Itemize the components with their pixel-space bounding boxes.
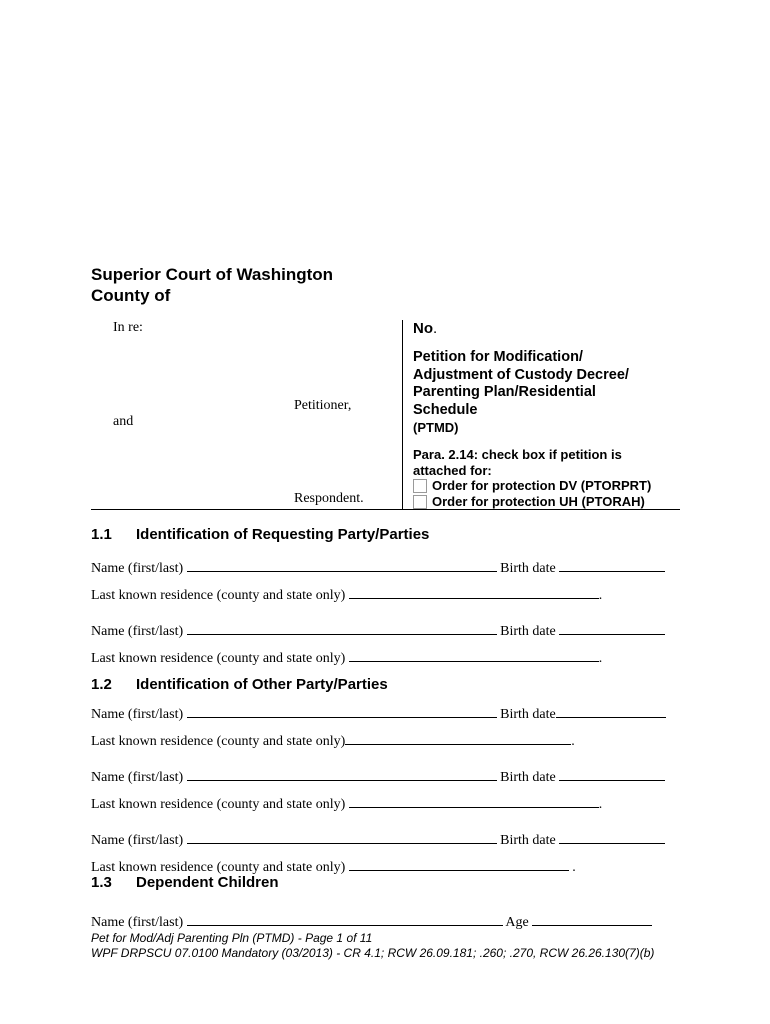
court-name: Superior Court of Washington <box>91 265 334 284</box>
name-label: Name (first/last) <box>91 770 184 785</box>
residence-field[interactable] <box>349 649 599 662</box>
birth-date-label: Birth date <box>500 833 556 848</box>
respondent-label: Respondent. <box>294 491 364 506</box>
other-party-1-residence-row <box>91 732 575 750</box>
name-field[interactable] <box>187 768 497 781</box>
section-1-3-heading <box>91 874 279 891</box>
section-1-2-heading <box>91 676 388 693</box>
residence-label: Last known residence (county and state only) <box>91 860 346 875</box>
residence-label: Last known residence (county and state only) <box>91 734 346 749</box>
name-field[interactable] <box>187 831 497 844</box>
checkbox-row-uh[interactable] <box>413 494 645 509</box>
other-party-2-name-row <box>91 768 665 786</box>
residence-label: Last known residence (county and state only) <box>91 797 346 812</box>
checkbox-dv[interactable] <box>413 479 427 493</box>
residence-field[interactable] <box>349 858 569 871</box>
residence-label: Last known residence (county and state only) <box>91 651 346 666</box>
birth-date-label: Birth date <box>500 624 556 639</box>
name-field[interactable] <box>187 559 497 572</box>
birth-date-field[interactable] <box>559 622 665 635</box>
residence-field[interactable] <box>349 586 599 599</box>
name-label: Name (first/last) <box>91 624 184 639</box>
case-number <box>413 320 437 337</box>
county-label: County of <box>91 286 171 305</box>
para-note-line: Para. 2.14: check box if petition is <box>413 447 622 462</box>
checkbox-uh-label: Order for protection UH (PTORAH) <box>432 494 645 509</box>
residence-label: Last known residence (county and state only) <box>91 588 346 603</box>
age-field[interactable] <box>532 913 652 926</box>
document-title <box>413 349 673 437</box>
section-title: Identification of Requesting Party/Parties <box>136 526 430 543</box>
checkbox-uh[interactable] <box>413 495 427 509</box>
requesting-party-2-residence-row <box>91 649 602 667</box>
birth-date-field[interactable] <box>559 559 665 572</box>
period: . <box>598 588 603 603</box>
child-1-name-row <box>91 913 652 931</box>
section-title: Identification of Other Party/Parties <box>136 676 388 693</box>
case-number-suffix: . <box>433 320 438 337</box>
period: . <box>571 734 575 749</box>
name-label: Name (first/last) <box>91 561 184 576</box>
period: . <box>598 797 603 812</box>
other-party-3-name-row <box>91 831 665 849</box>
caption-rule-left <box>91 509 403 510</box>
name-field[interactable] <box>187 913 503 926</box>
other-party-1-name-row <box>91 705 666 723</box>
and-label: and <box>113 414 134 429</box>
other-party-2-residence-row <box>91 795 602 813</box>
age-label: Age <box>505 915 529 930</box>
birth-date-field[interactable] <box>559 831 665 844</box>
in-re-label: In re: <box>113 320 143 335</box>
case-number-label: No <box>413 320 433 337</box>
name-label: Name (first/last) <box>91 707 184 722</box>
caption-divider <box>402 320 403 510</box>
name-label: Name (first/last) <box>91 833 184 848</box>
document-title-line: Parenting Plan/Residential <box>413 384 596 400</box>
document-title-line: Adjustment of Custody Decree/ <box>413 366 629 383</box>
requesting-party-2-name-row <box>91 622 665 640</box>
birth-date-label: Birth date <box>500 707 556 722</box>
residence-field[interactable] <box>349 795 599 808</box>
birth-date-field[interactable] <box>559 768 665 781</box>
para-note-line: attached for: <box>413 463 492 478</box>
section-number: 1.2 <box>91 676 112 693</box>
requesting-party-1-residence-row <box>91 586 602 604</box>
name-label: Name (first/last) <box>91 915 184 930</box>
court-heading <box>91 264 333 306</box>
birth-date-label: Birth date <box>500 561 556 576</box>
name-field[interactable] <box>187 622 497 635</box>
section-number: 1.3 <box>91 874 112 891</box>
footer-page-line: Pet for Mod/Adj Parenting Pln (PTMD) - Page 1 of 11 <box>91 931 373 945</box>
para-note <box>413 447 673 479</box>
petitioner-label: Petitioner, <box>294 398 352 413</box>
requesting-party-1-name-row <box>91 559 665 577</box>
birth-date-field[interactable] <box>556 705 666 718</box>
residence-field[interactable] <box>345 732 571 745</box>
document-title-line: Petition for Modification/ <box>413 349 583 365</box>
document-code: (PTMD) <box>413 420 459 435</box>
caption-rule-right <box>402 509 680 510</box>
checkbox-row-dv[interactable] <box>413 478 651 493</box>
section-title: Dependent Children <box>136 874 279 891</box>
section-number: 1.1 <box>91 526 112 543</box>
period: . <box>598 651 603 666</box>
birth-date-label: Birth date <box>500 770 556 785</box>
name-field[interactable] <box>187 705 497 718</box>
footer-form-line: WPF DRPSCU 07.0100 Mandatory (03/2013) - CR 4.1; RCW 26.09.181; .260; .270, RCW 26.26.130(7)(b) <box>91 946 655 960</box>
checkbox-dv-label: Order for protection DV (PTORPRT) <box>432 478 652 493</box>
period: . <box>568 860 576 875</box>
section-1-1-heading <box>91 526 429 543</box>
document-title-line: Schedule <box>413 401 478 418</box>
